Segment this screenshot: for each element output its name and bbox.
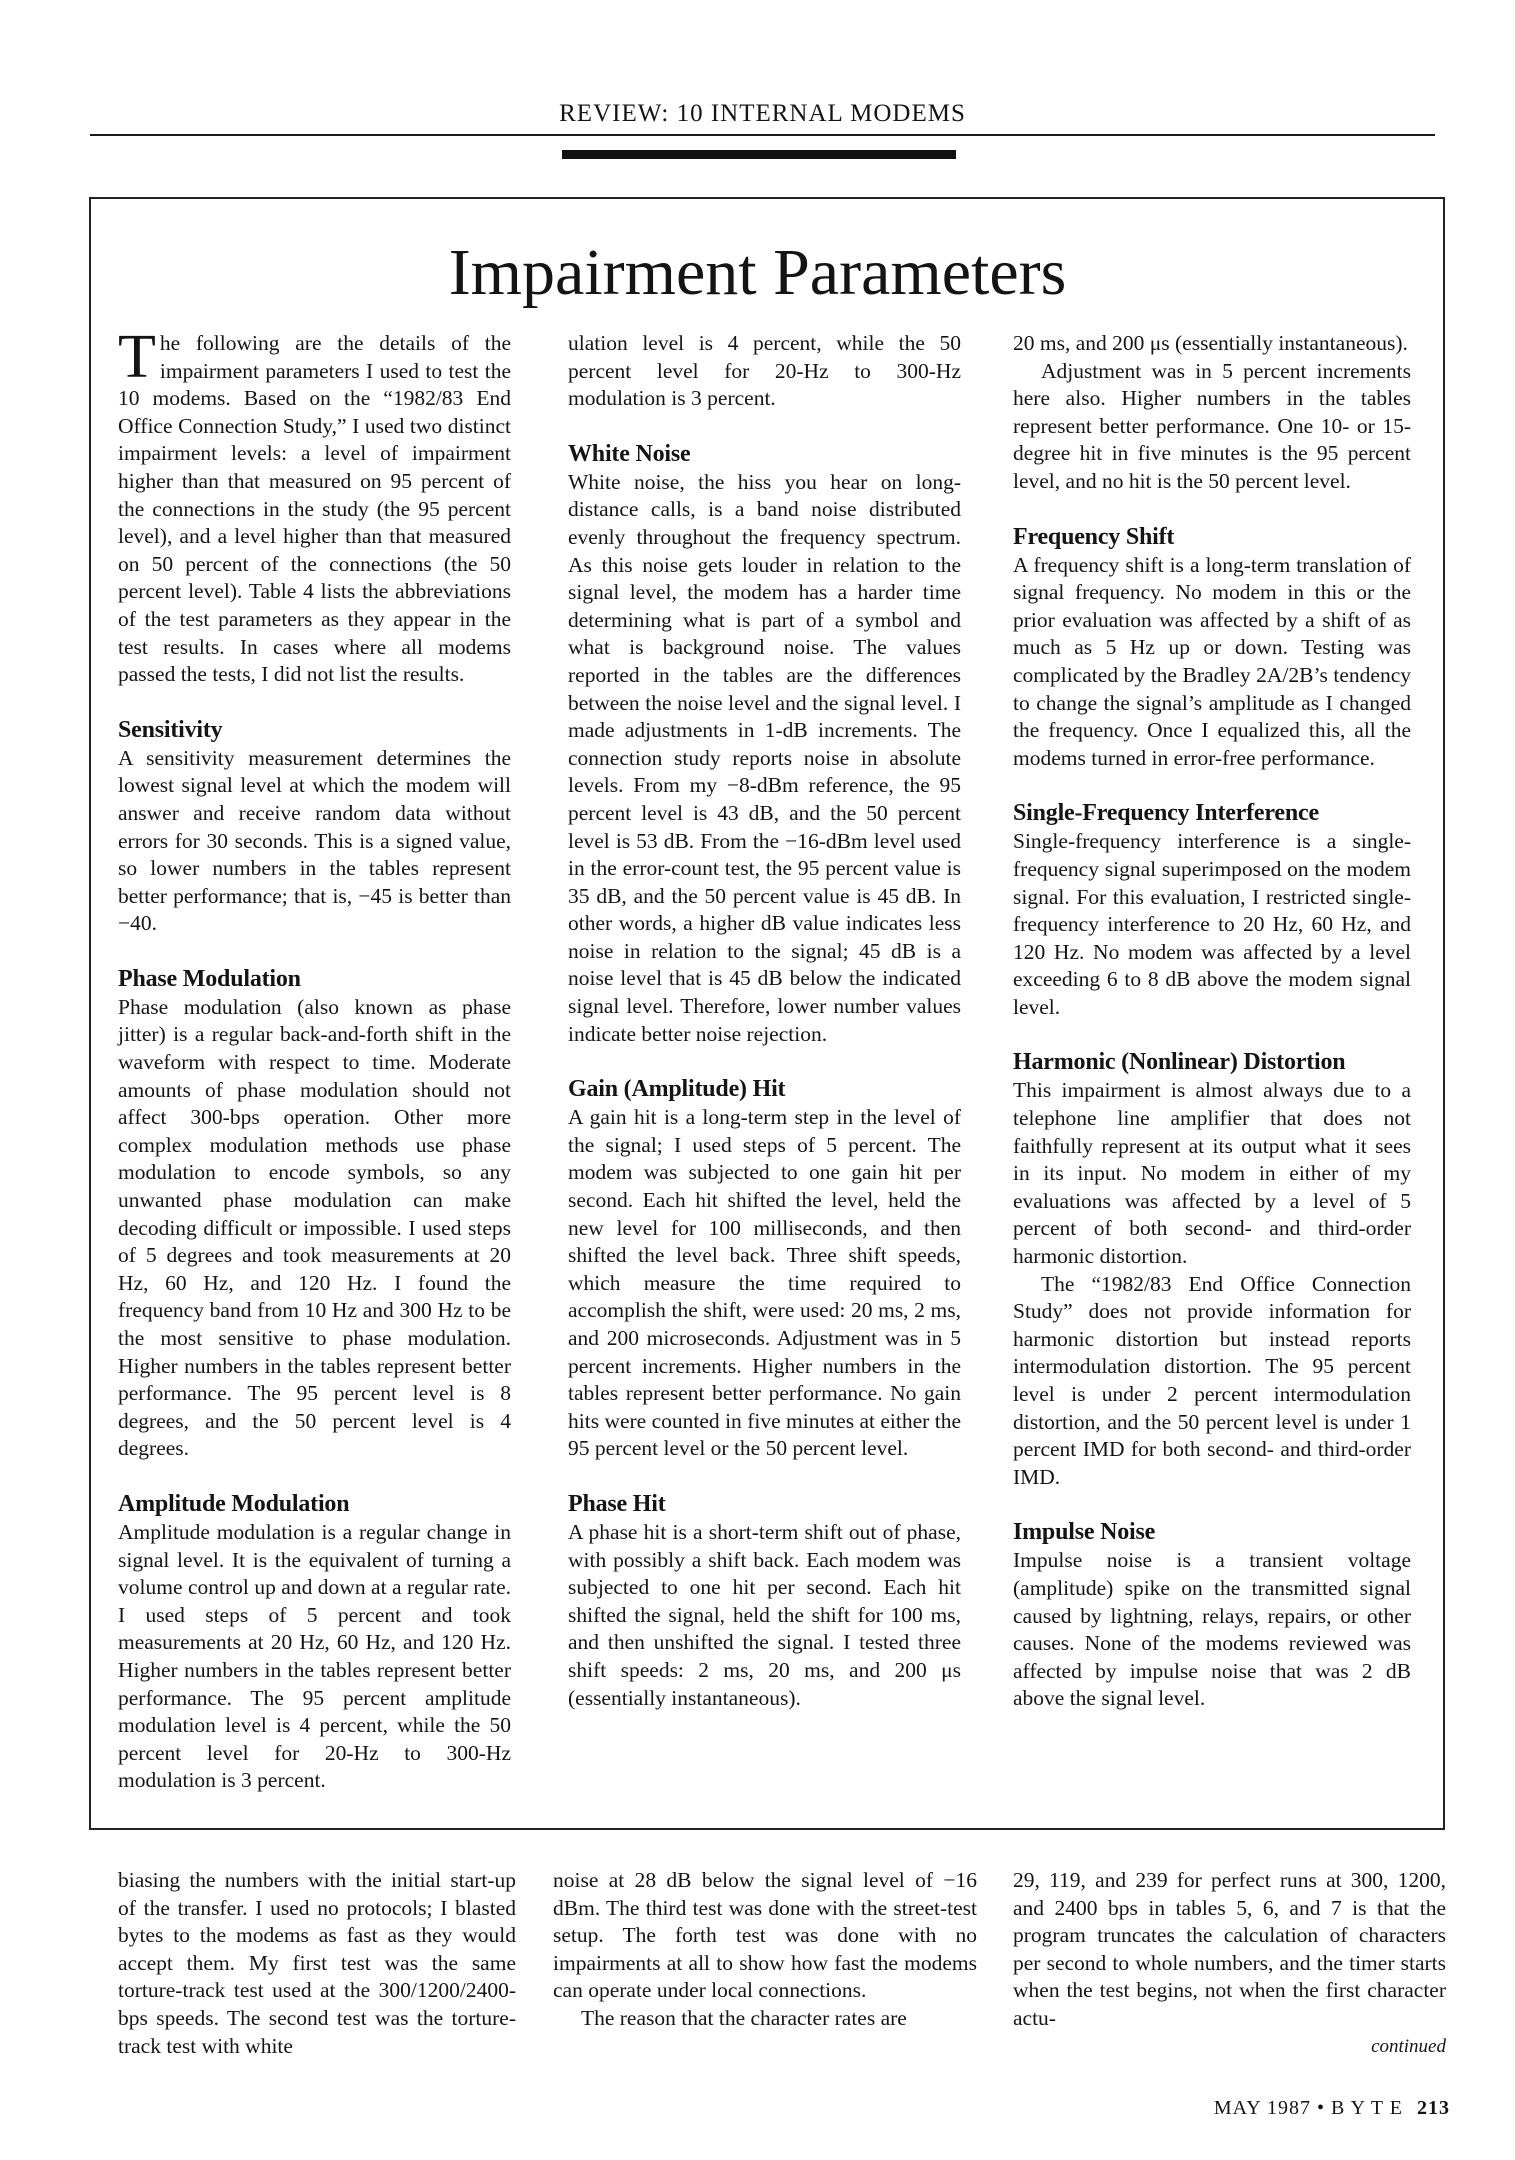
frequency-shift-heading: Frequency Shift bbox=[1013, 523, 1175, 550]
impulse-noise-text: Impulse noise is a transient voltage (amplitude) spike on the transmitted signal caused by lightning, relays, repairs, or other causes. None of the modems reviewed was affected by impulse noise that was 2 dB above the signal level. bbox=[1013, 1548, 1411, 1711]
header-rule bbox=[90, 134, 1435, 136]
phase-hit-text: A phase hit is a short-term shift out of phase, with possibly a shift back. Each modem was subjected to one hit per second. Each hit shifted the signal, held the shift for 100 ms, and then unshifted the signal. I tested three shift speeds: 2 ms, 20 ms, and 200 μs (essentially instantaneous). bbox=[568, 1519, 961, 1710]
phase-modulation-text: Phase modulation (also known as phase jitter) is a regular back-and-forth shift in the waveform with respect to time. Moderate amounts of phase modulation should not affect 300-bps operation. Other more complex modulation methods use phase modulation to encode symbols, so any unwanted phase modulation can make decoding difficult or impossible. I used steps of 5 degrees and took measurements at 20 Hz, 60 Hz, and 120 Hz. I found the frequency band from 10 Hz and 300 Hz to be the most sensitive to phase modulation. Higher numbers in the tables represent better performance. The 95 percent level is 8 degrees, and the 50 percent level is 4 degrees. bbox=[118, 994, 511, 1461]
harmonic-distortion-text-2: The “1982/83 End Office Connection Study” does not provide information for harmonic distortion but instead reports intermodulation distortion. The 95 percent level is under 2 percent intermodulation distortion, and the 50 percent level is under 1 percent IMD for both second- and third-order IMD. bbox=[1013, 1271, 1411, 1489]
drop-cap: T bbox=[118, 323, 156, 391]
single-frequency-interference-heading: Single-Frequency Interference bbox=[1013, 800, 1319, 827]
running-header: REVIEW: 10 INTERNAL MODEMS bbox=[559, 100, 966, 127]
phase-modulation-heading: Phase Modulation bbox=[118, 965, 301, 992]
sidebar-column-2 bbox=[568, 330, 961, 1710]
phase-hit-continued: 20 ms, and 200 μs (essentially instantaneous). bbox=[1013, 331, 1408, 355]
page-number: 213 bbox=[1417, 2097, 1450, 2119]
amplitude-modulation-continued: ulation level is 4 percent, while the 50 percent level for 20-Hz to 300-Hz modulation is 3 percent. bbox=[568, 331, 961, 411]
sensitivity-text: A sensitivity measurement determines the lowest signal level at which the modem will answer and receive random data without errors for 30 seconds. This is a signed value, so lower numbers in the tables represent better performance; that is, −45 is better than −40. bbox=[118, 745, 511, 936]
article-text-2b: The reason that the character rates are bbox=[580, 2005, 907, 2030]
gain-hit-text: A gain hit is a long-term step in the level of the signal; I used steps of 5 percent. The modem was subjected to one gain hit per second. Each hit shifted the level, held the new level for 100 milliseconds, and then shifted the level back. Three shift speeds, which measure the time required to accomplish the shift, were used: 20 ms, 2 ms, and 200 microseconds. Adjustment was in 5 percent increments. Higher numbers in the tables represent better performance. No gain hits were counted in five minutes at either the 95 percent level or the 50 percent level. bbox=[568, 1105, 961, 1461]
article-column-2 bbox=[553, 1867, 977, 2033]
amplitude-modulation-heading: Amplitude Modulation bbox=[118, 1490, 350, 1517]
phase-hit-text-2: Adjustment was in 5 percent increments here also. Higher numbers in the tables represent better performance. One 10- or 15-degree hit in five minutes is the 95 percent level, and no hit is the 50 percent level. bbox=[1013, 358, 1411, 493]
sensitivity-heading: Sensitivity bbox=[118, 716, 223, 743]
article-text-1: biasing the numbers with the initial start-up of the transfer. I used no protocols; I blasted bytes to the modems as fast as they would accept them. My first test was the same torture-track test used at the 300/1200/2400-bps speeds. The second test was the torture-track test with white bbox=[118, 1868, 516, 2058]
continued-label: continued bbox=[1371, 2035, 1446, 2057]
white-noise-heading: White Noise bbox=[568, 440, 691, 467]
footer-issue: MAY 1987 • B Y T E bbox=[1213, 2097, 1403, 2119]
single-frequency-interference-text: Single-frequency interference is a single-frequency signal superimposed on the modem signal. For this evaluation, I restricted single-frequency interference to 20 Hz, 60 Hz, and 120 Hz. No modem was affected by a level exceeding 6 to 8 dB above the modem signal level. bbox=[1013, 829, 1411, 1019]
sidebar-column-1 bbox=[118, 323, 511, 1793]
harmonic-distortion-text: This impairment is almost always due to a telephone line amplifier that does not faithfully represent at its output what it sees in its input. No modem in either of my evaluations was affected by a level of 5 percent of both second- and third-order harmonic distortion. bbox=[1013, 1078, 1411, 1269]
amplitude-modulation-text: Amplitude modulation is a regular change in signal level. It is the equivalent of turning a volume control up and down at a regular rate. I used steps of 5 percent and took measurements at 20 Hz, 60 Hz, and 120 Hz. Higher numbers in the tables represent better performance. The 95 percent amplitude modulation level is 4 percent, while the 50 percent level for 20-Hz to 300-Hz modulation is 3 percent. bbox=[118, 1519, 511, 1793]
frequency-shift-text: A frequency shift is a long-term translation of signal frequency. No modem in this or the prior evaluation was affected by a shift of as much as 5 Hz up or down. Testing was complicated by the Bradley 2A/2B’s tendency to change the signal’s amplitude as I changed the frequency. Once I equalized this, all the modems turned in error-free performance. bbox=[1013, 552, 1411, 770]
article-column-1 bbox=[118, 1867, 516, 2060]
white-noise-text: White noise, the hiss you hear on long-distance calls, is a band noise distributed evenly throughout the frequency spectrum. As this noise gets louder in relation to the signal level, the modem has a harder time determining what is part of a symbol and what is background noise. The values reported in the tables are the differences between the noise level and the signal level. I made adjustments in 1-dB increments. The connection study reports noise in absolute levels. From my −8-dBm reference, the 95 percent level is 43 dB, and the 50 percent level is 53 dB. From the −16-dBm level used in the error-count test, the 95 percent value is 35 dB, and the 50 percent value is 45 dB. In other words, a higher dB value indicates less noise in relation to the signal; 45 dB is a noise level that is 45 dB below the indicated signal level. Therefore, lower number values indicate better noise rejection. bbox=[568, 469, 961, 1046]
article-text-3: 29, 119, and 239 for perfect runs at 300, 1200, and 2400 bps in tables 5, 6, and 7 is that the program truncates the calculation of characters per second to whole numbers, and the timer starts when the test begins, not when the first character actu- bbox=[1013, 1868, 1446, 2030]
page-footer bbox=[1100, 2097, 1450, 2120]
impulse-noise-heading: Impulse Noise bbox=[1013, 1519, 1156, 1546]
sidebar-title: Impairment Parameters bbox=[448, 236, 1067, 309]
sidebar-column-3 bbox=[1013, 330, 1411, 1713]
article-text-2: noise at 28 dB below the signal level of −16 dBm. The third test was done with the street-test setup. The forth test was done with no impairments at all to show how fast the modems can operate under local connections. bbox=[553, 1868, 977, 2003]
header-bar bbox=[562, 150, 956, 159]
harmonic-distortion-heading: Harmonic (Nonlinear) Distortion bbox=[1013, 1049, 1346, 1076]
article-column-3 bbox=[1013, 1867, 1446, 2060]
gain-hit-heading: Gain (Amplitude) Hit bbox=[568, 1076, 786, 1103]
phase-hit-heading: Phase Hit bbox=[568, 1490, 666, 1517]
intro-paragraph: The following are the details of the impairment parameters I used to test the 10 modems. Based on the “1982/83 End Office Connection Study,” I used two distinct impairment levels: a level of impairment higher than that measured on 95 percent of the connections in the study (the 95 percent level), and a level higher than that measured on 50 percent of the connections (the 50 percent level). Table 4 lists the abbreviations of the test parameters as they appear in the test results. In cases where all modems passed the tests, I did not list the results. bbox=[118, 323, 511, 687]
